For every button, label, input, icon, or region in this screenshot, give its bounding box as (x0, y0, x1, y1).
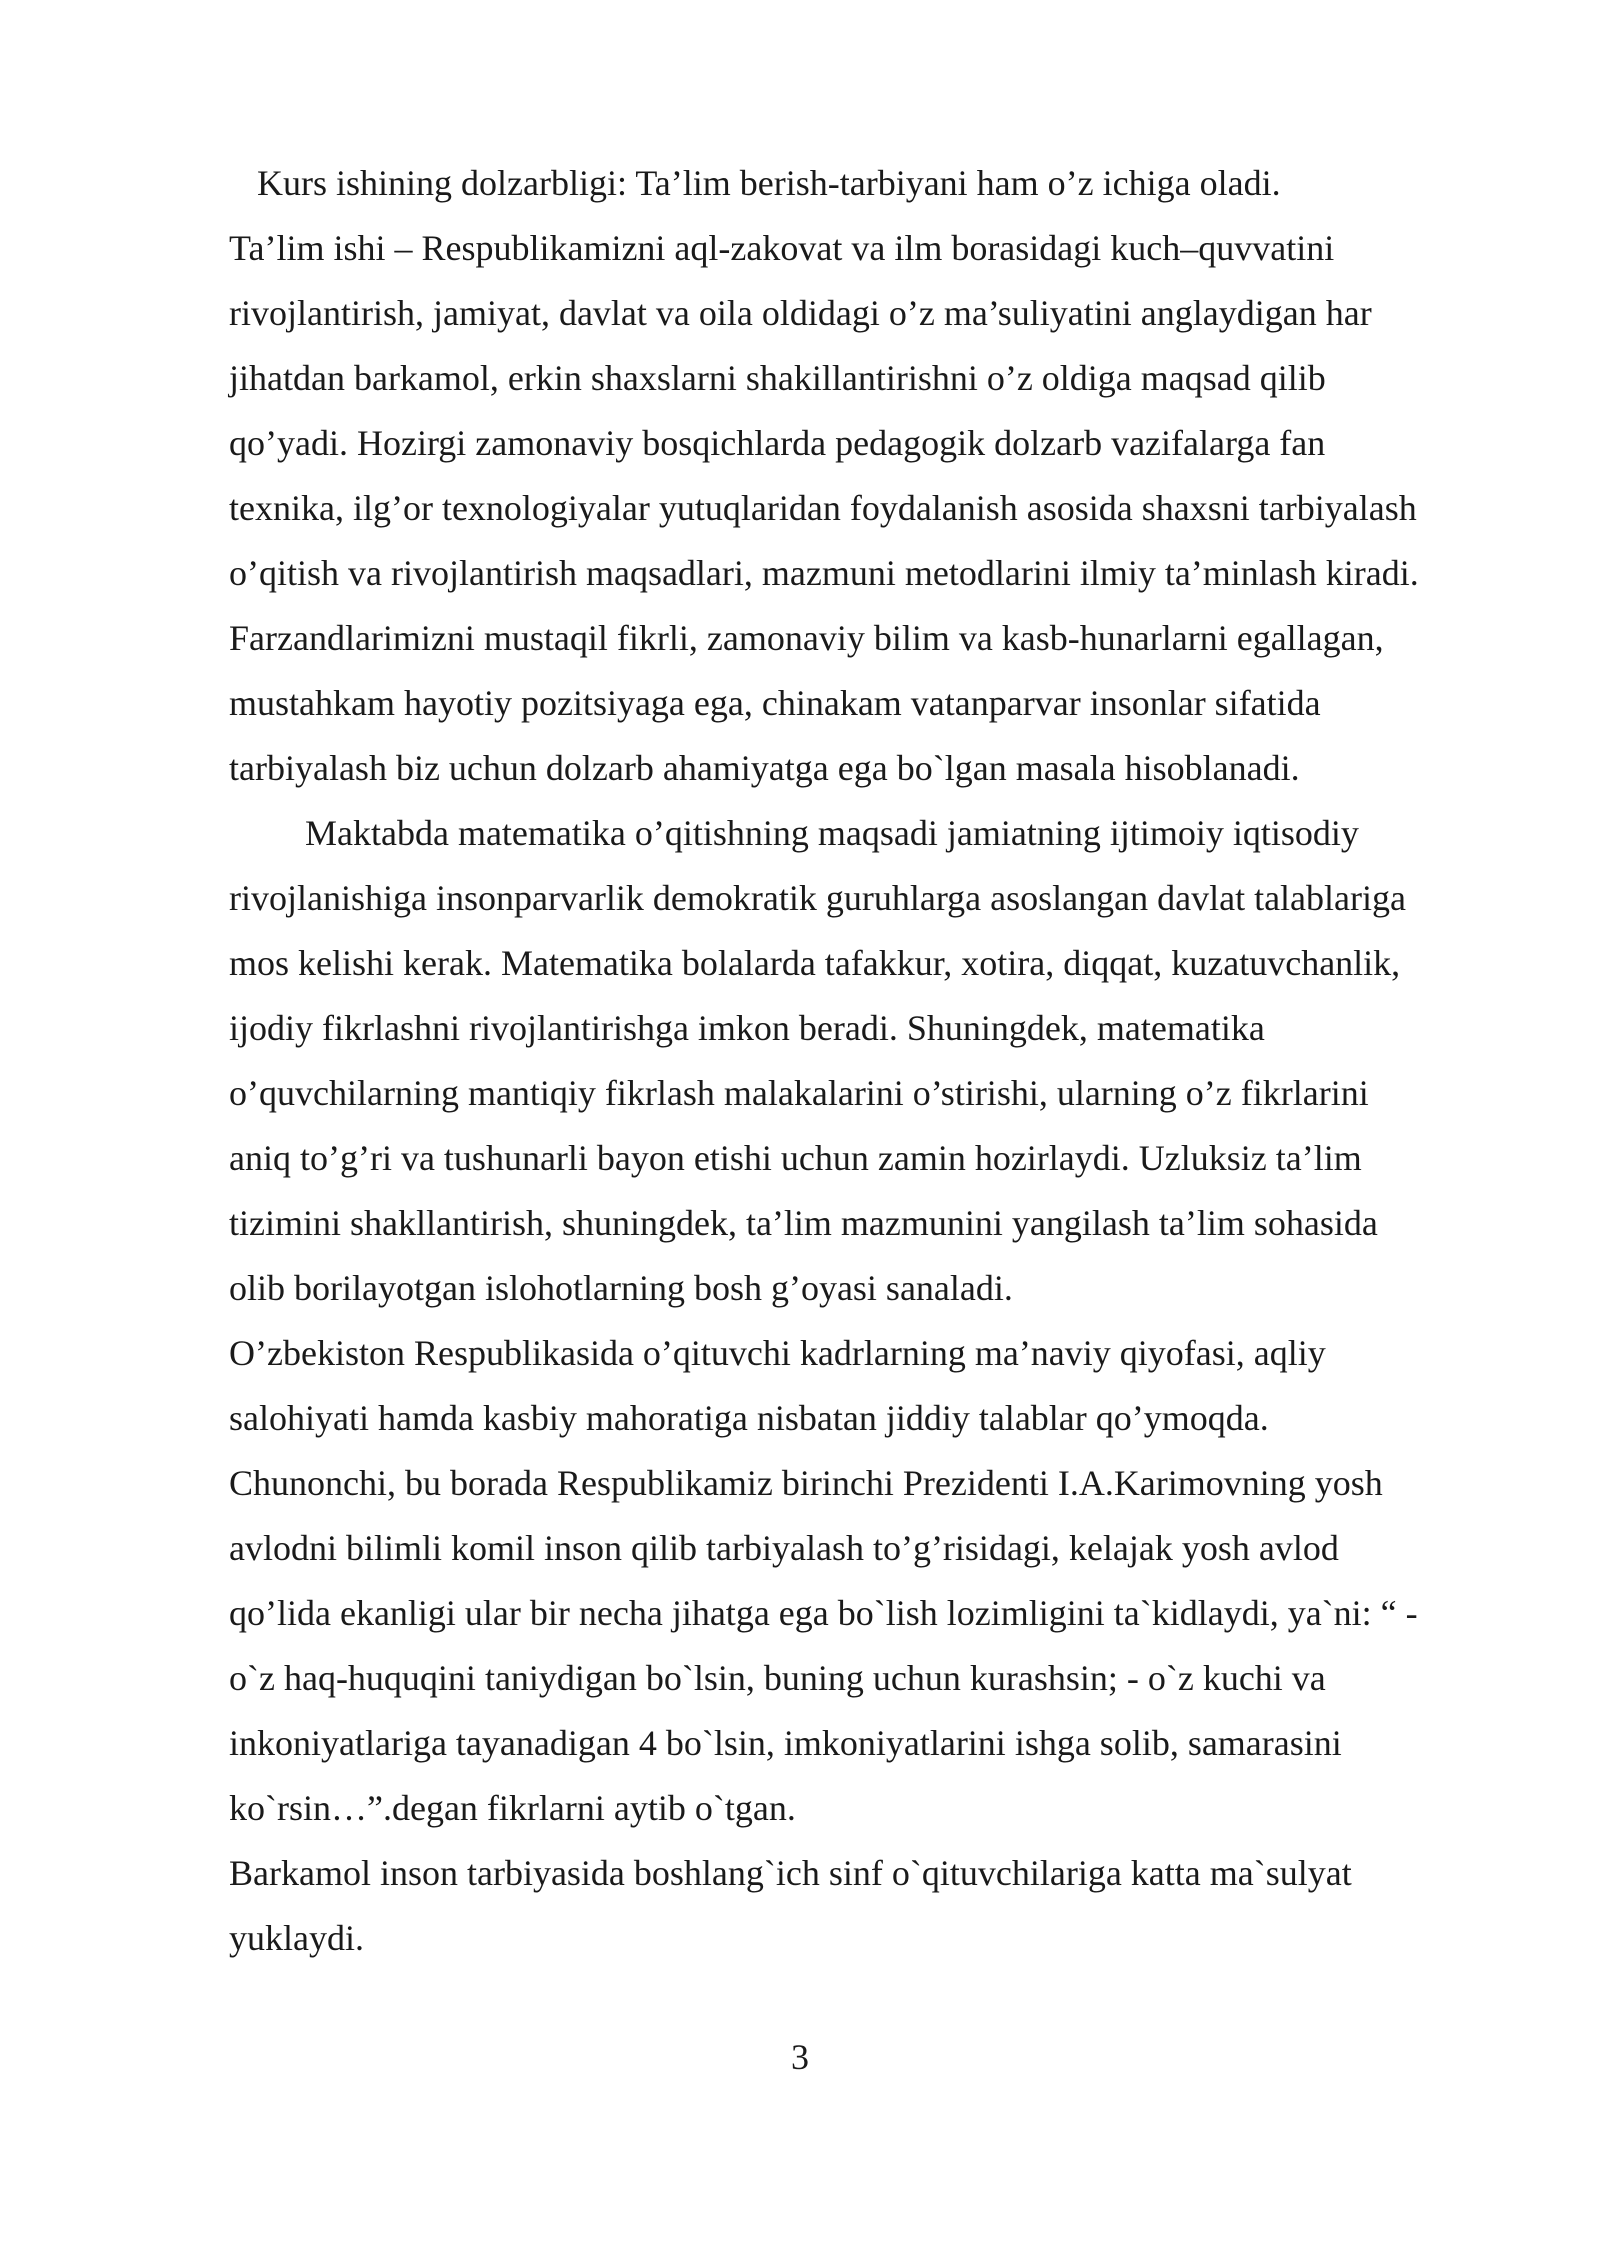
text-line: avlodni bilimli komil inson qilib tarbiyalash to’g’risidagi, kelajak yosh avlod (229, 1528, 1339, 1568)
text-line: rivojlanishiga insonparvarlik demokratik guruhlarga asoslangan davlat talablariga (229, 878, 1406, 918)
body-text (229, 151, 1479, 1971)
text-line: Farzandlarimizni mustaqil fikrli, zamonaviy bilim va kasb-hunarlarni egallagan, (229, 618, 1384, 658)
text-line: tarbiyalash biz uchun dolzarb ahamiyatga ega bo`lgan masala hisoblanadi. (229, 748, 1300, 788)
text-line: Maktabda matematika o’qitishning maqsadi jamiatning ijtimoiy iqtisodiy (305, 813, 1359, 853)
text-line: rivojlantirish, jamiyat, davlat va oila oldidagi o’z ma’suliyatini anglaydigan har (229, 293, 1372, 333)
text-line: texnika, ilg’or texnologiyalar yutuqlaridan foydalanish asosida shaxsni tarbiyalash (229, 488, 1417, 528)
text-line: o’qitish va rivojlantirish maqsadlari, mazmuni metodlarini ilmiy ta’minlash kiradi. (229, 553, 1419, 593)
text-line: Kurs ishining dolzarbligi: Ta’lim berish-tarbiyani ham o’z ichiga oladi. (257, 163, 1281, 203)
text-line: o’quvchilarning mantiqiy fikrlash malakalarini o’stirishi, ularning o’z fikrlarini (229, 1073, 1369, 1113)
page-number: 3 (791, 2037, 809, 2077)
text-line: olib borilayotgan islohotlarning bosh g’oyasi sanaladi. (229, 1268, 1013, 1308)
text-line: ko`rsin…”.degan fikrlarni aytib o`tgan. (229, 1788, 796, 1828)
text-line: qo’yadi. Hozirgi zamonaviy bosqichlarda pedagogik dolzarb vazifalarga fan (229, 423, 1326, 463)
text-line: O’zbekiston Respublikasida o’qituvchi kadrlarning ma’naviy qiyofasi, aqliy (229, 1333, 1326, 1373)
text-line: tizimini shakllantirish, shuningdek, ta’lim mazmunini yangilash ta’lim sohasida (229, 1203, 1378, 1243)
text-line: aniq to’g’ri va tushunarli bayon etishi uchun zamin hozirlaydi. Uzluksiz ta’lim (229, 1138, 1362, 1178)
text-line: Ta’lim ishi – Respublikamizni aql-zakovat va ilm borasidagi kuch–quvvatini (229, 228, 1335, 268)
text-line: mustahkam hayotiy pozitsiyaga ega, chinakam vatanparvar insonlar sifatida (229, 683, 1321, 723)
text-line: o`z haq-huquqini taniydigan bo`lsin, buning uchun kurashsin; - o`z kuchi va (229, 1658, 1326, 1698)
text-line: salohiyati hamda kasbiy mahoratiga nisbatan jiddiy talablar qo’ymoqda. (229, 1398, 1269, 1438)
text-line: jihatdan barkamol, erkin shaxslarni shakillantirishni o’z oldiga maqsad qilib (229, 358, 1326, 398)
text-line: inkoniyatlariga tayanadigan 4 bo`lsin, imkoniyatlarini ishga solib, samarasini (229, 1723, 1342, 1763)
text-line: Chunonchi, bu borada Respublikamiz birinchi Prezidenti I.A.Karimovning yosh (229, 1463, 1383, 1503)
text-line: mos kelishi kerak. Matematika bolalarda tafakkur, xotira, diqqat, kuzatuvchanlik, (229, 943, 1401, 983)
text-line: yuklaydi. (229, 1918, 364, 1958)
text-line: Barkamol inson tarbiyasida boshlang`ich sinf o`qituvchilariga katta ma`sulyat (229, 1853, 1352, 1893)
text-line: ijodiy fikrlashni rivojlantirishga imkon beradi. Shuningdek, matematika (229, 1008, 1265, 1048)
text-line: qo’lida ekanligi ular bir necha jihatga ega bo`lish lozimligini ta`kidlaydi, ya`ni: “ - (229, 1593, 1418, 1633)
